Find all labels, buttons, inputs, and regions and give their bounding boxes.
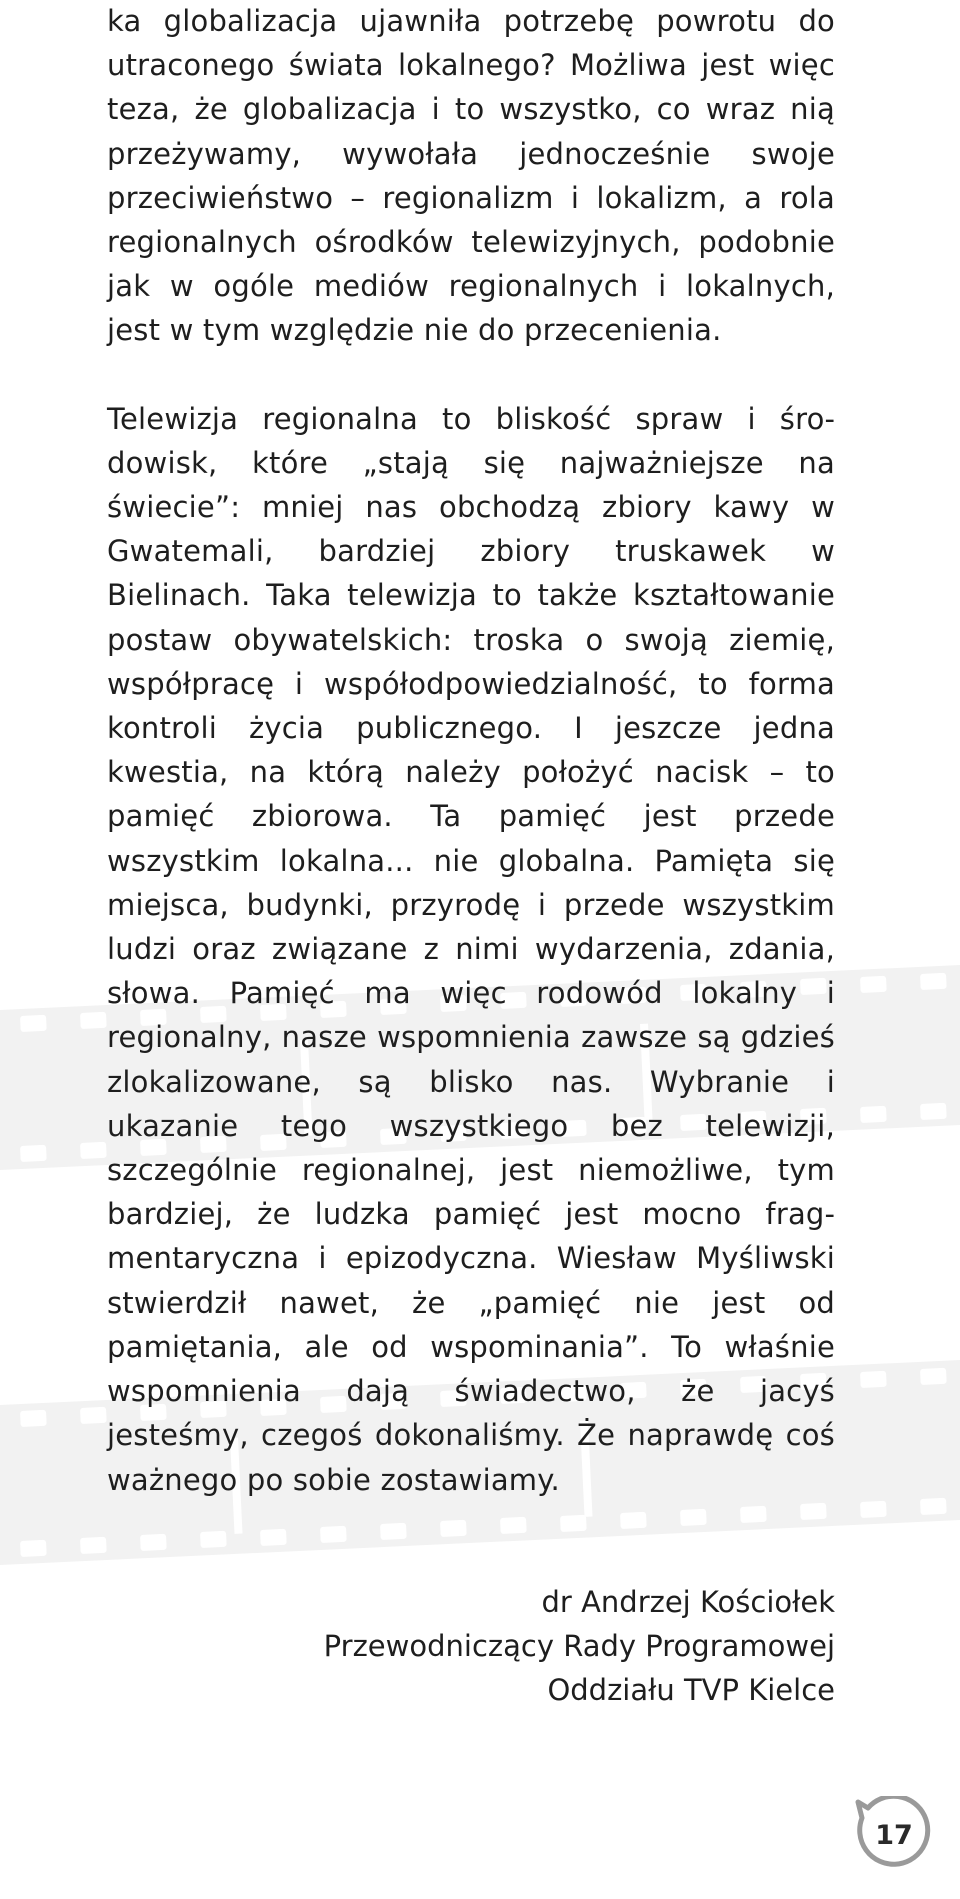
author-signature (324, 1580, 835, 1712)
page-number-badge (854, 1796, 934, 1876)
page-number: 17 (875, 1820, 913, 1851)
body-paragraph-1: ka globalizacja ujawniła potrzebę powrotu do utraconego świata lokalnego? Możliwa jest więc teza, że globalizacja i to wszystko, co wraz nią przeżywamy, wywołała jednocześnie swoje przeciwieństwo – regionalizm i lokalizm, a rola regionalnych ośrodków telewizyjnych, podobnie jak w ogóle mediów regionalnych i lokalnych, jest w tym względzie nie do przecenienia. (107, 4, 835, 348)
body-paragraph-2: Telewizja regionalna to bliskość spraw i środowisk, które „stają się najważniejsze na świecie”: mniej nas obchodzą zbiory kawy w Gwatemali, bardziej zbiory truskawek w Bielinach. Taka telewizja to także kształtowanie postaw obywatelskich: troska o swoją ziemię, współpracę i współodpowiedzialność, to forma kontroli życia publicznego. I jeszcze jedna kwestia, na którą należy położyć nacisk – to pamięć zbiorowa. Ta pamięć jest przede wszystkim lokalna... nie globalna. Pamięta się miejsca, budynki, przyrodę i przede wszystkim ludzi oraz związane z nimi wydarzenia, zdania, słowa. Pamięć ma więc rodowód lokalny i regionalny, nasze wspomnienia zawsze są gdzieś zlokalizowane, są blisko nas. Wybranie i ukazanie tego wszystkiego bez telewizji, szczególnie regionalnej, jest niemożliwe, tym bardziej, że ludzka pamięć jest mocno fragmentaryczna i epizodyczna. Wiesław Myśliwski stwierdził nawet, że „pamięć nie jest od pamiętania, ale od wspominania”. To właśnie wspomnienia dają świadectwo, że jacyś jesteśmy, czegoś dokonaliśmy. Że naprawdę coś ważnego po sobie zostawiamy. (107, 401, 835, 1497)
article-body (107, 0, 835, 1502)
author-title-line-1: Przewodniczący Rady Programowej (323, 1629, 835, 1663)
author-title-line-2: Oddziału TVP Kielce (547, 1673, 835, 1707)
author-name: dr Andrzej Kościołek (541, 1585, 835, 1619)
